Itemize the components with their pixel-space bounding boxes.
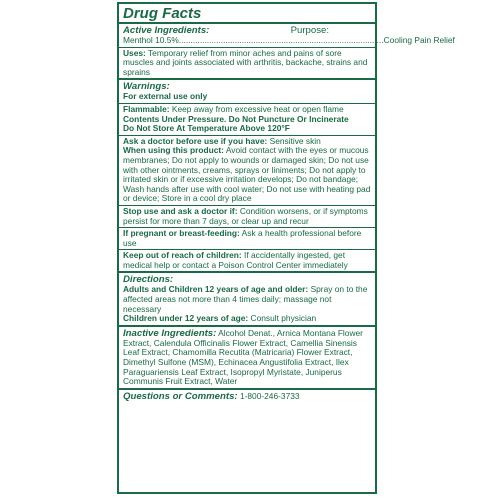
questions-phone: 1-800-246-3733	[239, 390, 300, 401]
active-ingredients-section	[119, 24, 455, 47]
uses-label: Uses:	[123, 47, 146, 58]
active-ingredient: Menthol 10.5%	[123, 35, 179, 45]
keep-out-text: If accidentally ingested, get medical help or contact a Poison Control Center immediately	[123, 250, 348, 270]
pregnant-section	[119, 228, 375, 249]
warnings-header: Warnings:	[123, 81, 170, 93]
pregnant-text: Ask a health professional before use	[123, 228, 362, 248]
purpose-header: Purpose:	[290, 25, 329, 36]
ask-doctor-text: Sensitive skin	[269, 135, 321, 146]
stop-use-text: Condition worsens, or if symptoms persist for more than 7 days, or clear up and recur	[123, 205, 368, 226]
warnings-section	[119, 80, 375, 103]
flammable-text: Keep away from excessive heat or open flame	[171, 103, 344, 114]
uses-text: Temporary relief from minor aches and pains of sore muscles and joints associated with arthritis, backache, strains and sprains	[123, 47, 368, 77]
when-using-text: Avoid contact with the eyes or mucous membranes; Do not apply to wounds or damaged skin; Do not use with other ointments, creams, sprays or liniments; Do not apply to irritated skin or if excessive irritation develops; Do not bandage; Wash hands after use with cool water; Do not use with heating pad or device; Store in a cool dry place	[123, 145, 371, 204]
external-use-text: For external use only	[123, 91, 208, 102]
children-label: Children under 12 years of age:	[123, 313, 249, 324]
directions-header: Directions:	[123, 274, 174, 286]
pressure-warning-1: Contents Under Pressure. Do Not Puncture Or Incinerate	[123, 113, 349, 124]
inactive-ingredients-section	[119, 327, 375, 388]
dot-leader: ........................................................................................	[178, 35, 384, 45]
uses-section	[119, 48, 375, 79]
directions-section	[119, 273, 375, 324]
when-using-label: When using this product:	[123, 145, 224, 156]
children-text: Consult physician	[250, 313, 317, 324]
ask-doctor-label: Ask a doctor before use if you have:	[123, 135, 268, 146]
questions-section	[119, 390, 375, 403]
keep-out-label: Keep out of reach of children:	[123, 250, 242, 261]
ask-doctor-section	[119, 136, 375, 205]
active-ingredients-header: Active Ingredients:	[123, 25, 210, 36]
stop-use-label: Stop use and ask a doctor if:	[123, 205, 238, 216]
inactive-ingredients-header: Inactive Ingredients:	[123, 327, 217, 339]
active-purpose: Cooling Pain Relief	[383, 35, 455, 45]
drug-facts-panel	[117, 2, 455, 494]
drug-facts-title: Drug Facts	[123, 5, 202, 22]
pressure-warning-2: Do Not Store At Temperature Above 120°F	[123, 123, 290, 134]
inactive-ingredients-text: Alcohol Denat., Arnica Montana Flower Extract, Calendula Officinalis Flower Extract, Camellia Sinensis Leaf Extract, Chamomilla Recutita (Matricaria) Flower Extract, Dimethyl Sulfone (MSM), Echinacea Angustifolia Extract, Ilex Paraguariensis Leaf Extract, Isopropyl Myristate, Juniperus Communis Fruit Extract, Water	[123, 327, 363, 387]
adults-text: Spray on to the affected areas not more than 4 times daily; massage not necessary	[123, 284, 368, 314]
flammable-label: Flammable:	[123, 103, 170, 114]
pregnant-label: If pregnant or breast-feeding:	[123, 228, 240, 239]
adults-label: Adults and Children 12 years of age and older:	[123, 284, 309, 295]
keep-out-section	[119, 250, 375, 271]
questions-header: Questions or Comments:	[123, 390, 238, 402]
flammable-section	[119, 104, 375, 135]
stop-use-section	[119, 206, 375, 227]
